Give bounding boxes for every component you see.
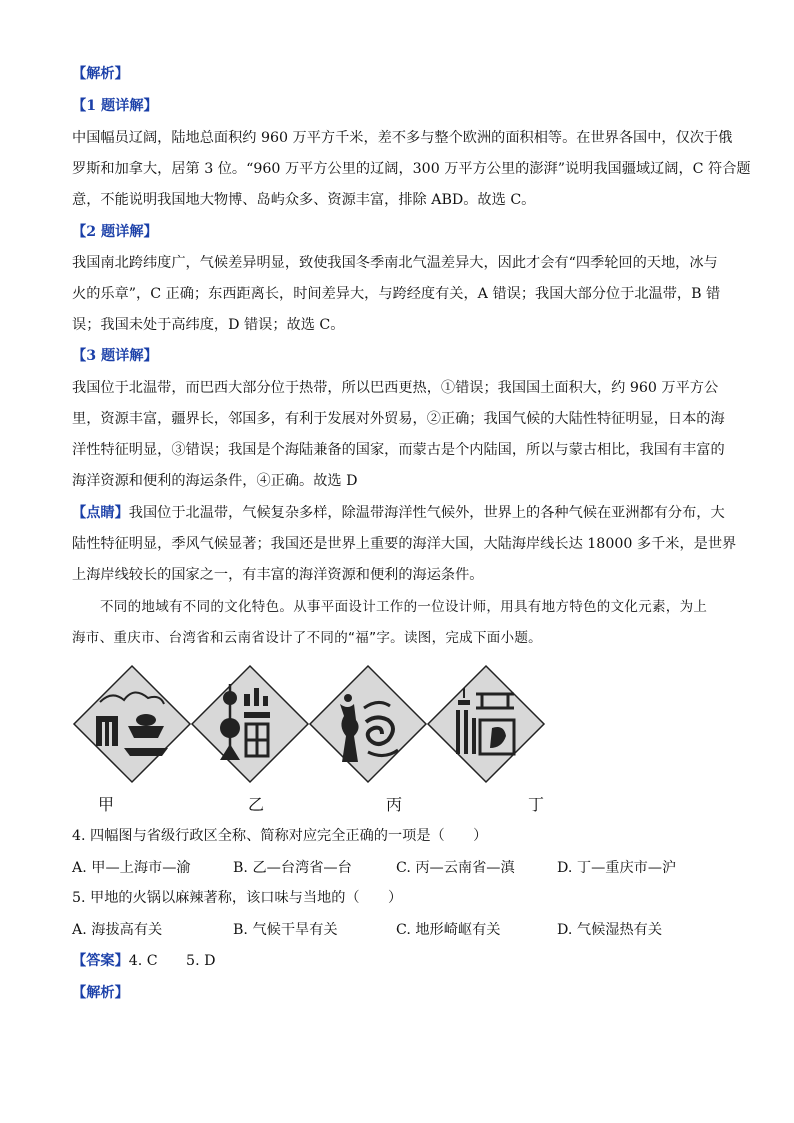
fu-character-figure [72,664,552,784]
q2-line-2: 火的乐章”，C 正确；东西距离长，时间差异大，与跨经度有关，A 错误；我国大部分位于北温带，B 错 [72,286,721,302]
q4-stem: 4. 四幅图与省级行政区全称、简称对应完全正确的一项是（ ） [72,828,488,844]
diamond-jia [74,666,190,782]
q2-line-3: 误；我国未处于高纬度，D 错误；故选 C。 [72,317,345,333]
comment-text-1: 我国位于北温带，气候复杂多样，除温带海洋性气候外，世界上的各种气候在亚洲都有分布，大 [128,505,725,521]
q4-option-b: B. 乙—台湾省—台 [233,860,352,876]
q5-option-d: D. 气候湿热有关 [557,922,663,938]
answer-text: 4. C 5. D [128,953,216,969]
q2-heading: 【2 题详解】 [72,224,158,240]
analysis-label-2: 【解析】 [72,985,129,1001]
answer-line [72,951,724,971]
q4-option-c: C. 丙—云南省—滇 [396,860,515,876]
q5-option-a: A. 海拔高有关 [72,922,163,938]
q2-line-1: 我国南北跨纬度广，气候差异明显，致使我国冬季南北气温差异大，因此才会有“四季轮回的天地，冰与 [72,255,718,271]
diamond-ding [428,666,544,782]
diamond-bing [310,666,426,782]
q3-line-1: 我国位于北温带，而巴西大部分位于热带，所以巴西更热，①错误；我国国土面积大，约 960 万平方公 [72,380,719,396]
analysis-label: 【解析】 [72,66,129,82]
comment-line-3: 上海岸线较长的国家之一，有丰富的海洋资源和便利的海运条件。 [72,567,484,583]
q4-option-d: D. 丁—重庆市—沪 [557,860,677,876]
q5-stem: 5. 甲地的火锅以麻辣著称，该口味与当地的（ ） [72,890,403,906]
q1-line-3: 意，不能说明我国地大物博、岛屿众多、资源丰富，排除 ABD。故选 C。 [72,192,536,208]
diamond-yi [192,666,308,782]
comment-label: 【点睛】 [72,505,129,521]
q3-heading: 【3 题详解】 [72,348,158,364]
q4-option-a: A. 甲—上海市—渝 [72,860,191,876]
q3-line-4: 海洋资源和便利的海运条件，④正确。故选 D [72,473,358,489]
q1-line-2: 罗斯和加拿大，居第 3 位。“960 万平方公里的辽阔，300 万平方公里的澎湃”说明我国疆域辽阔，C 符合题 [72,161,751,177]
q3-line-2: 里，资源丰富，疆界长，邻国多，有利于发展对外贸易，②正确；我国气候的大陆性特征明显，日本的海 [72,411,725,427]
q1-line-1: 中国幅员辽阔，陆地总面积约 960 万平方千米，差不多与整个欧洲的面积相等。在世界各国中，仅次于俄 [72,130,733,146]
intro-line-2: 海市、重庆市、台湾省和云南省设计了不同的“福”字。读图，完成下面小题。 [72,630,542,646]
comment-line-1 [72,503,724,523]
figure-label-bing: 丙 [386,795,403,814]
figure-label-ding: 丁 [528,795,545,814]
q5-option-b: B. 气候干旱有关 [233,922,338,938]
answer-label: 【答案】 [72,953,129,969]
q1-heading: 【1 题详解】 [72,98,158,114]
intro-line-1: 不同的地域有不同的文化特色。从事平面设计工作的一位设计师，用具有地方特色的文化元素，为上 [100,599,708,615]
figure-label-yi: 乙 [248,795,265,814]
q5-option-c: C. 地形崎岖有关 [396,922,501,938]
comment-line-2: 陆性特征明显，季风气候显著；我国还是世界上重要的海洋大国，大陆海岸线长达 18000 多千米，是世界 [72,536,737,552]
q3-line-3: 洋性特征明显，③错误；我国是个海陆兼备的国家，而蒙古是个内陆国，所以与蒙古相比，我国有丰富的 [72,442,725,458]
figure-label-jia: 甲 [98,795,115,814]
